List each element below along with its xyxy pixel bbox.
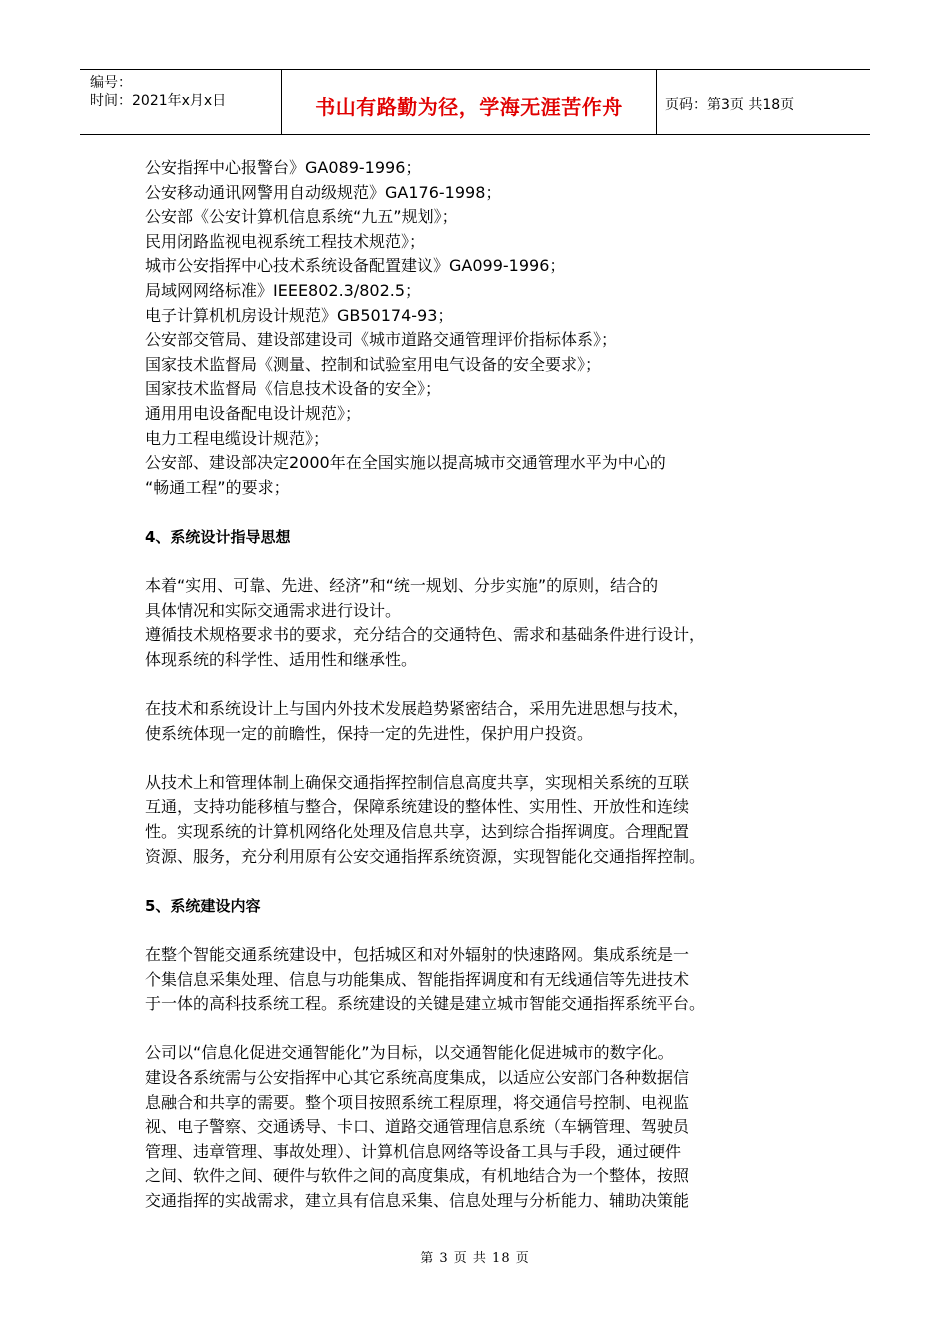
section-5-heading: 5、系统建设内容 bbox=[145, 896, 261, 915]
standard-line: 国家技术监督局《信息技术设备的安全》； bbox=[145, 379, 442, 399]
standard-line: 公安指挥中心报警台》GA089-1996； bbox=[145, 158, 422, 177]
standards-list bbox=[145, 156, 810, 500]
document-body bbox=[145, 156, 810, 1214]
standard-line: “畅通工程”的要求； bbox=[145, 477, 290, 497]
text-line: 体现系统的科学性、适用性和继承性。 bbox=[145, 649, 418, 669]
header-page-info: 页码：第3页 共18页 bbox=[665, 97, 795, 113]
text-line: 于一体的高科技系统工程。系统建设的关键是建立城市智能交通指挥系统平台。 bbox=[145, 994, 706, 1014]
standard-line: 公安部、建设部决定2000年在全国实施以提高城市交通管理水平为中心的 bbox=[145, 453, 666, 473]
standard-line: 公安部《公安计算机信息系统“九五”规划》； bbox=[145, 207, 458, 227]
standard-line: 城市公安指挥中心技术系统设备配置建议》GA099-1996； bbox=[145, 256, 566, 276]
standard-line: 国家技术监督局《测量、控制和试验室用电气设备的安全要求》； bbox=[145, 354, 602, 374]
text-line: 交通指挥的实战需求，建立具有信息采集、信息处理与分析能力、辅助决策能 bbox=[145, 1190, 690, 1210]
text-line: 资源、服务，充分利用原有公安交通指挥系统资源，实现智能化交通指挥控制。 bbox=[145, 846, 706, 866]
serial-label: 编号： bbox=[90, 75, 132, 91]
text-line: 息融合和共享的需要。整个项目按照系统工程原理，将交通信号控制、电视监 bbox=[145, 1092, 690, 1112]
text-line: 使系统体现一定的前瞻性，保持一定的先进性，保护用户投资。 bbox=[145, 723, 594, 743]
text-line: 个集信息采集处理、信息与功能集成、智能指挥调度和有无线通信等先进技术 bbox=[145, 969, 690, 989]
section-4-heading: 4、系统设计指导思想 bbox=[145, 527, 291, 546]
text-line: 本着“实用、可靠、先进、经济”和“统一规划、分步实施”的原则，结合的 bbox=[145, 576, 659, 596]
section-5-paragraph-1 bbox=[145, 943, 810, 1017]
text-line: 从技术上和管理体制上确保交通指挥控制信息高度共享，实现相关系统的互联 bbox=[145, 772, 690, 792]
header-motto-cell bbox=[282, 70, 657, 134]
section-4-paragraph-1 bbox=[145, 574, 810, 623]
text-line: 在技术和系统设计上与国内外技术发展趋势紧密结合，采用先进思想与技术， bbox=[145, 699, 690, 719]
text-line: 建设各系统需与公安指挥中心其它系统高度集成，以适应公安部门各种数据信 bbox=[145, 1067, 690, 1087]
text-line: 视、电子警察、交通诱导、卡口、道路交通管理信息系统（车辆管理、驾驶员 bbox=[145, 1117, 690, 1137]
text-line: 具体情况和实际交通需求进行设计。 bbox=[145, 600, 402, 620]
header-meta bbox=[80, 70, 282, 134]
section-4-paragraph-4 bbox=[145, 771, 810, 869]
section-4-paragraph-3 bbox=[145, 697, 810, 746]
text-line: 遵循技术规格要求书的要求，充分结合的交通特色、需求和基础条件进行设计， bbox=[145, 625, 706, 645]
section-5-paragraph-2 bbox=[145, 1041, 810, 1213]
text-line: 互通，支持功能移植与整合，保障系统建设的整体性、实用性、开放性和连续 bbox=[145, 797, 690, 817]
header-motto: 书山有路勤为径，学海无涯苦作舟 bbox=[315, 94, 623, 119]
page-header bbox=[80, 69, 870, 135]
standard-line: 电力工程电缆设计规范》； bbox=[145, 428, 330, 448]
section-4-paragraph-2 bbox=[145, 623, 810, 672]
standard-line: 局域网网络标准》IEEE802.3/802.5； bbox=[145, 280, 422, 300]
text-line: 管理、违章管理、事故处理）、计算机信息网络等设备工具与手段，通过硬件 bbox=[145, 1141, 682, 1161]
standard-line: 公安移动通讯网警用自动级规范》GA176-1998； bbox=[145, 182, 502, 202]
page-footer: 第 3 页 共 18 页 bbox=[420, 1251, 530, 1266]
standard-line: 电子计算机机房设计规范》GB50174-93； bbox=[145, 305, 454, 325]
text-line: 在整个智能交通系统建设中，包括城区和对外辐射的快速路网。集成系统是一 bbox=[145, 945, 690, 964]
standard-line: 民用闭路监视电视系统工程技术规范》； bbox=[145, 231, 426, 251]
time-label: 时间：2021年x月x日 bbox=[90, 93, 227, 109]
text-line: 公司以“信息化促进交通智能化”为目标，以交通智能化促进城市的数字化。 bbox=[145, 1043, 674, 1063]
text-line: 性。实现系统的计算机网络化处理及信息共享，达到综合指挥调度。合理配置 bbox=[145, 822, 690, 842]
standard-line: 通用用电设备配电设计规范》； bbox=[145, 403, 362, 423]
standard-line: 公安部交管局、建设部建设司《城市道路交通管理评价指标体系》； bbox=[145, 330, 618, 350]
text-line: 之间、软件之间、硬件与软件之间的高度集成，有机地结合为一个整体，按照 bbox=[145, 1166, 690, 1186]
